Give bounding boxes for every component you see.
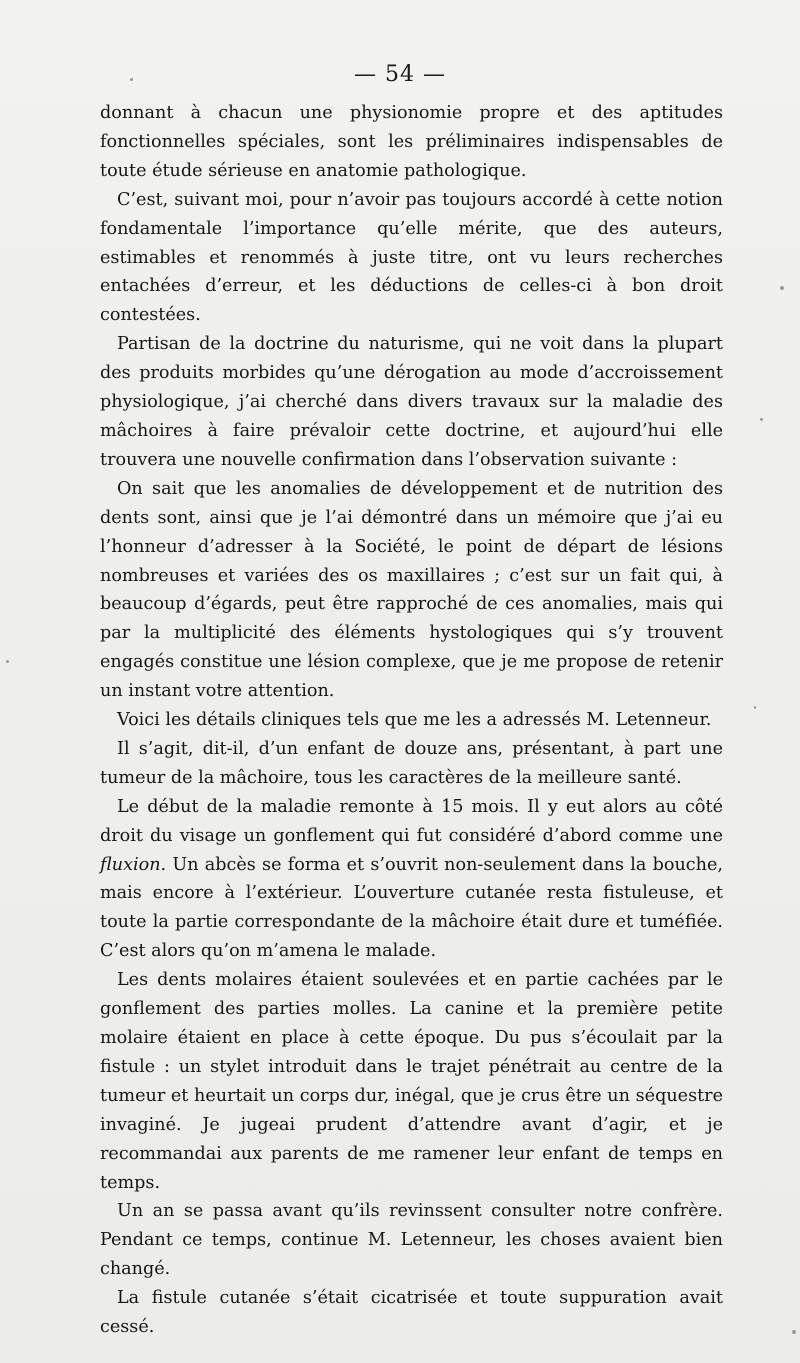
paper-speck [780,286,784,290]
body-text [100,99,723,1342]
paper-speck [754,706,756,709]
paper-speck [792,1330,796,1334]
paragraph-continuation: donnant à chacun une physionomie propre et des aptitudes fonctionnelles spéciales, sont les préliminaires indispensables de toute étude sérieuse en anatomie pathologique. [100,103,723,181]
paper-speck [6,660,9,663]
paragraph-details-cliniques: Voici les détails cliniques tels que me les a adressés M. Letenneur. [117,710,712,731]
paragraph-debut-before: Le début de la maladie remonte à 15 mois. Il y eut alors au côté droit du visage un gonflement qui fut considéré d’abord comme une [100,796,723,846]
paper-speck [130,78,133,81]
page-number: — 54 — [354,62,446,87]
paragraph-naturisme: Partisan de la doctrine du naturisme, qui ne voit dans la plupart des produits morbides qu’une dérogation au mode d’accroissement physiologique, j’ai cherché dans divers travaux sur la maladie des mâchoires à faire prévaloir cette doctrine, et aujourd’hui elle trouvera une nouvelle confirmation dans l’observation suivante : [100,334,723,470]
paragraph-fistule: La fistule cutanée s’était cicatrisée et toute suppuration avait cessé. [100,1288,723,1338]
paragraph-dents-molaires: Les dents molaires étaient soulevées et en partie cachées par le gonflement des parties molles. La canine et la première petite molaire étaient en place à cette époque. Du pus s’écoulait par la fistule : un stylet introduit dans le trajet pénétrait au centre de la tumeur et heurtait un corps dur, inégal, que je crus être un séquestre invaginé. Je jugeai prudent d’attendre avant d’agir, et je recommandai aux parents de me ramener leur enfant de temps en temps. [100,970,723,1193]
paragraph-notion-fondamentale: C’est, suivant moi, pour n’avoir pas toujours accordé à cette notion fondamentale l’importance qu’elle mérite, que des auteurs, estimables et renommés à juste titre, ont vu leurs recherches entachées d’erreur, et les déductions de celles-ci à bon droit contestées. [100,189,723,326]
paragraph-anomalies: On sait que les anomalies de développement et de nutrition des dents sont, ainsi que je l’ai démontré dans un mémoire que j’ai eu l’honneur d’adresser à la Société, le point de départ de lésions nombreuses et variées des os maxillaires ; c’est sur un fait qui, à beaucoup d’égards, peut être rapproché de ces anomalies, mais qui par la multiplicité des éléments hystologiques qui s’y trouvent engagés constitue une lésion complexe, que je me propose de retenir un instant votre attention. [100,478,723,702]
paragraph-enfant: Il s’agit, dit-il, d’un enfant de douze ans, présentant, à part une tumeur de la mâchoire, tous les caractères de la meilleure santé. [100,738,723,788]
fluxion-italic: fluxion. [100,854,167,875]
paragraph-debut-maladie [100,793,723,966]
paragraph-un-an: Un an se passa avant qu’ils revinssent consulter notre confrère. Pendant ce temps, continue M. Letenneur, les choses avaient bien changé. [100,1201,723,1280]
paragraph-debut-after: Un abcès se forma et s’ouvrit non-seulement dans la bouche, mais encore à l’extérieur. L’ouverture cutanée resta fistuleuse, et toute la partie correspondante de la mâchoire était dure et tuméfiée. C’est alors qu’on m’amena le malade. [100,854,723,962]
paper-speck [760,418,763,421]
